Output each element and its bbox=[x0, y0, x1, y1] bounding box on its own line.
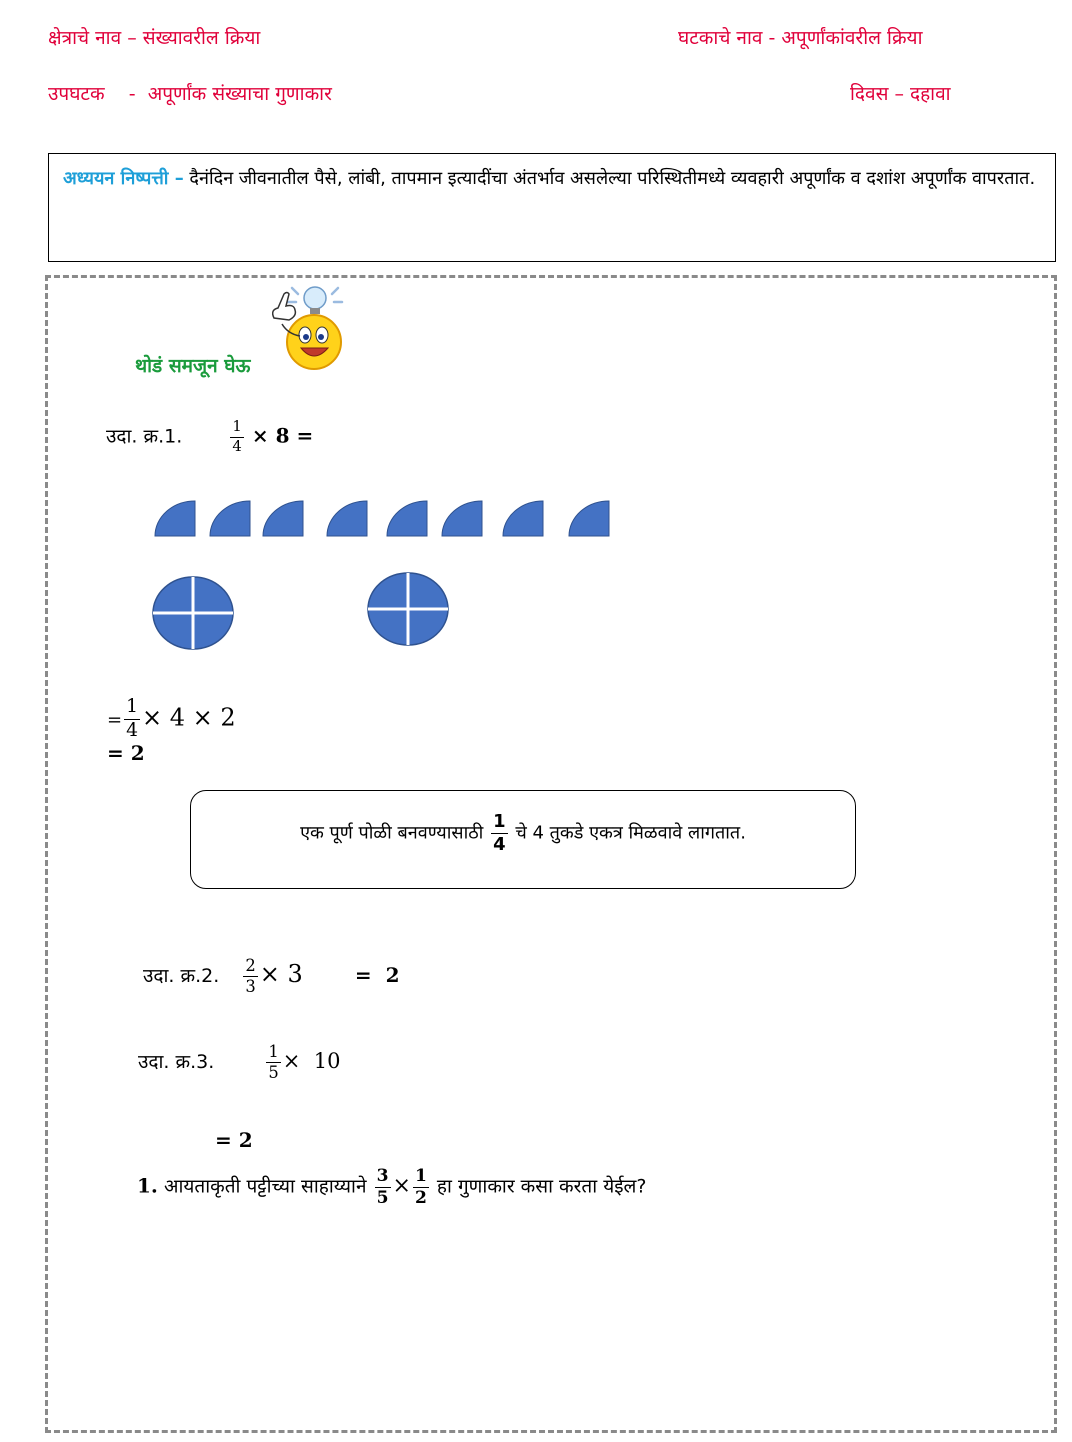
example3-line: उदा. क्र.3. $\frac{1}{5}$ × 10 bbox=[138, 1042, 341, 1083]
question1-line: 1. आयताकृती पट्टीच्या साहाय्याने $\frac{3}{5}$ × $\frac{1}{2}$ हा गुणाकार कसा करता येईल? bbox=[137, 1166, 647, 1209]
question1-text-before: आयताकृती पट्टीच्या साहाय्याने bbox=[163, 1175, 367, 1198]
note-box bbox=[190, 790, 856, 889]
quarter-piece bbox=[327, 501, 367, 536]
example2-line: उदा. क्र.2. $\frac{2}{3}$ × 3 = 2 bbox=[143, 956, 400, 997]
learning-outcome-text bbox=[63, 162, 1038, 195]
learning-outcome-label: अध्ययन निष्पत्ती – bbox=[63, 168, 184, 189]
unit-name: घटकाचे नाव - अपूर्णांकांवरील क्रिया bbox=[678, 27, 923, 49]
learning-outcome-body: दैनंदिन जीवनातील पैसे, लांबी, तापमान इत्यादींचा अंतर्भाव असलेल्या परिस्थितीमध्ये व्यवहारी अपूर्णांक व दशांश अपूर्णांक वापरतात. bbox=[183, 168, 1036, 189]
quarter-piece bbox=[155, 501, 195, 536]
example2-fraction: $\frac{2}{3}$ bbox=[245, 956, 256, 997]
area-name: क्षेत्राचे नाव – संख्यावरील क्रिया bbox=[48, 27, 261, 49]
example1-fraction: $\frac{1}{4}$ bbox=[232, 418, 242, 455]
example1-result: = 2 bbox=[107, 741, 145, 765]
quarter-piece bbox=[210, 501, 250, 536]
whole-roti-2 bbox=[363, 568, 453, 650]
question1-fraction-1: $\frac{3}{5}$ bbox=[376, 1166, 389, 1209]
quarter-piece bbox=[503, 501, 543, 536]
example2-label: उदा. क्र.2. bbox=[143, 964, 220, 987]
note-fraction: $\frac{1}{4}$ bbox=[493, 811, 506, 855]
day-label: दिवस – दहावा bbox=[850, 83, 951, 105]
example1-line bbox=[106, 420, 313, 455]
example1-rest: × 8 = bbox=[251, 423, 314, 448]
quarter-piece bbox=[442, 501, 482, 536]
learning-outcome-box bbox=[48, 153, 1056, 262]
quarter-piece bbox=[387, 501, 427, 536]
example1-step-fraction: $\frac{1}{4}$ bbox=[126, 696, 138, 741]
question1-text-after: हा गुणाकार कसा करता येईल? bbox=[436, 1175, 647, 1198]
example2-result: = 2 bbox=[354, 962, 400, 987]
question1-number: 1. bbox=[137, 1173, 158, 1198]
question1-fraction-2: $\frac{1}{2}$ bbox=[414, 1166, 427, 1209]
quarter-piece bbox=[263, 501, 303, 536]
note-text: एक पूर्ण पोळी बनवण्यासाठी $\frac{1}{4}$ चे 4 तुकडे एकत्र मिळवावे लागतात. bbox=[300, 811, 746, 855]
whole-roti-1 bbox=[148, 572, 238, 654]
quarter-piece bbox=[569, 501, 609, 536]
example3-fraction: $\frac{1}{5}$ bbox=[268, 1042, 279, 1083]
example3-result: = 2 bbox=[215, 1128, 253, 1152]
section-title: थोडं समजून घेऊ bbox=[135, 355, 251, 377]
subunit: उपघटक - अपूर्णांक संख्याचा गुणाकार bbox=[48, 83, 332, 105]
quarter-pieces-row bbox=[150, 496, 620, 542]
example1-step: = $\frac{1}{4}$ × 4 × 2 bbox=[107, 696, 236, 741]
example1-label: उदा. क्र.1. bbox=[106, 425, 183, 448]
smiley-lightbulb-icon bbox=[268, 282, 352, 374]
example3-label: उदा. क्र.3. bbox=[138, 1050, 215, 1073]
